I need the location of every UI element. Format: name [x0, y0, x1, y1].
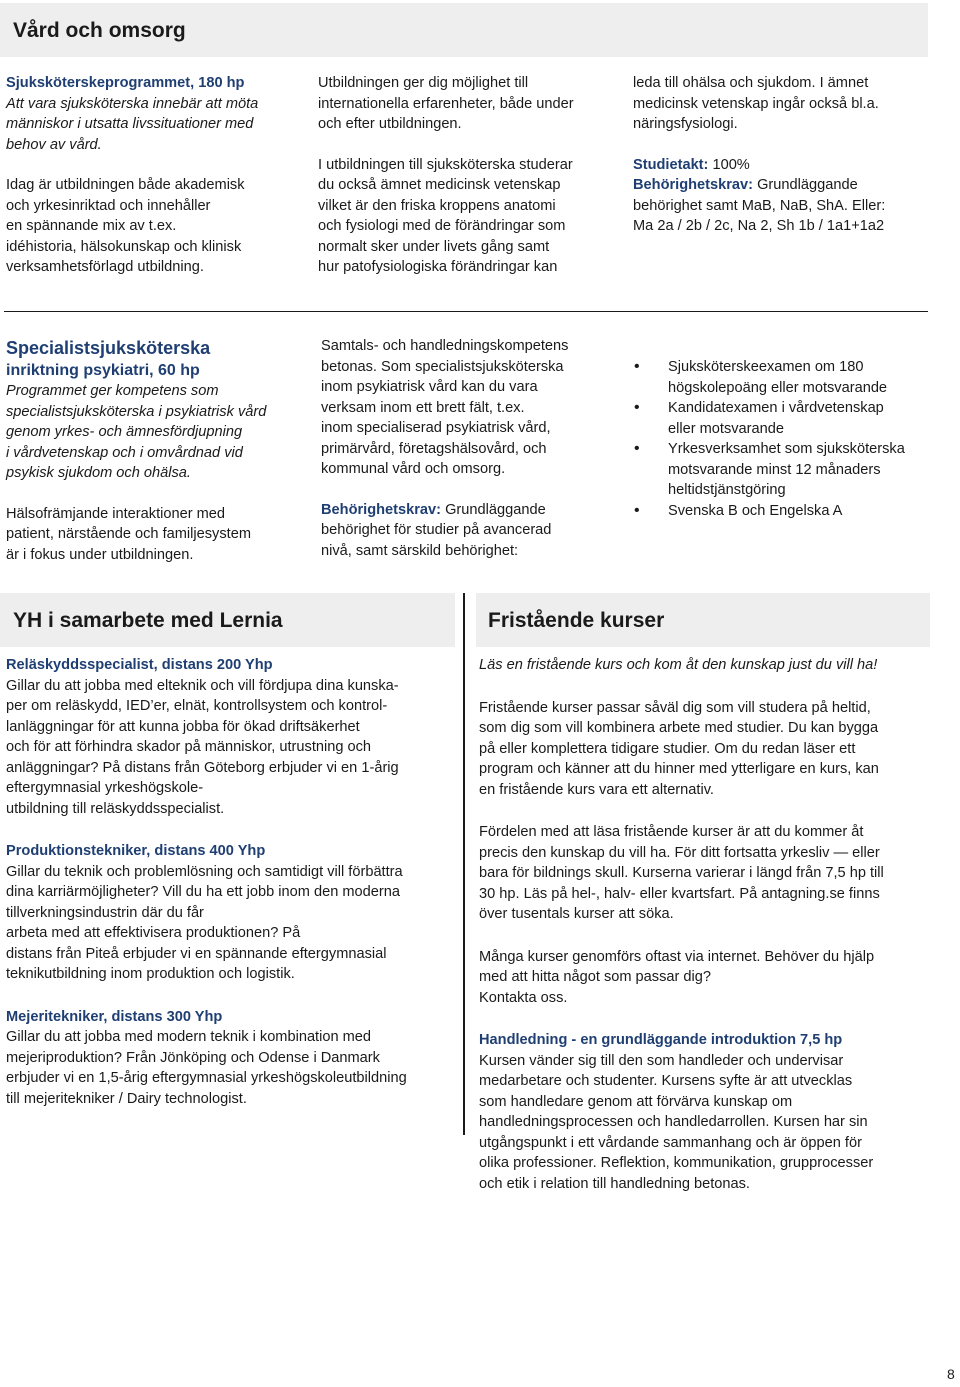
intro-line: människor i utsatta livssituationer med	[6, 116, 254, 132]
fristaende-content	[479, 655, 939, 1194]
list-item-line: heltidstjänstgöring	[668, 482, 786, 498]
page-number: 8	[947, 1366, 955, 1382]
list-item-line: motsvarande minst 12 månaders	[668, 461, 881, 478]
body-line: Utbildningen ger dig möjlighet till	[318, 75, 529, 91]
course-heading: Produktionstekniker, distans 400 Yhp	[6, 843, 266, 859]
specialist-column-1	[6, 336, 306, 565]
body-line: nivå, samt särskild behörighet:	[321, 542, 519, 559]
course-heading: Handledning - en grundläggande introduktion 7,5 hp	[479, 1032, 843, 1048]
body-line: Idag är utbildningen både akademisk	[6, 177, 245, 193]
intro-line: genom yrkes- och ämnesfördjupning	[6, 424, 243, 440]
body-line: och för att förhindra skador på människor, utrustning och	[6, 739, 372, 755]
body-line: teknikutbildning inom produktion och logistik.	[6, 966, 295, 982]
body-line: med att hitta något som passar dig?	[479, 969, 712, 985]
column-divider	[463, 593, 465, 1135]
list-item	[632, 501, 932, 522]
studietakt-value: 100%	[708, 156, 750, 173]
behorighet-value: Grundläggande	[441, 501, 546, 518]
divider-line	[4, 311, 928, 312]
behorighet-label: Behörighetskrav:	[321, 501, 442, 518]
body-line: medarbetare och studenter. Kursens syfte är att utvecklas	[479, 1073, 853, 1089]
body-line: på eller komplettera tidigare studier. Om du redan läser ett	[479, 740, 856, 757]
intro-line: Programmet ger kompetens som	[6, 383, 219, 399]
intro-line: behov av vård.	[6, 136, 102, 153]
body-line: idéhistoria, hälsokunskap och klinisk	[6, 238, 242, 255]
body-line: näringsfysiologi.	[633, 116, 738, 132]
body-line: utbildning till reläskyddsspecialist.	[6, 800, 225, 817]
body-line: I utbildningen till sjuksköterska studerar	[318, 156, 573, 173]
body-line: till mejeritekniker / Dairy technologist.	[6, 1090, 247, 1107]
body-line: över tusentals kurser att söka.	[479, 906, 674, 922]
body-line: dina karriärmöjligheter? Vill du ha ett jobb inom den moderna	[6, 884, 400, 900]
body-line: anläggningar? På distans från Göteborg erbjuder vi en 1-årig	[6, 759, 399, 776]
body-line: mejeriproduktion? Från Jönköping och Odense i Danmark	[6, 1049, 380, 1066]
studietakt-line	[633, 155, 933, 176]
list-item	[632, 357, 932, 398]
body-line: Samtals- och handledningskompetens	[321, 338, 569, 354]
body-line: eftergymnasial yrkeshögskole-	[6, 780, 204, 796]
body-line: en fristående kurs vara ett alternativ.	[479, 781, 714, 798]
body-line: som dig som vill kombinera arbete med studier. Du kan bygga	[479, 720, 879, 736]
body-line: bara för bildnings skull. Kurserna varierar i längd från 7,5 hp till	[479, 865, 884, 881]
body-line: Hälsofrämjande interaktioner med	[6, 505, 226, 522]
behorighet-value: Grundläggande	[753, 177, 858, 193]
behorighet-label: Behörighetskrav:	[633, 177, 754, 193]
intro-line: Läs en fristående kurs och kom åt den kunskap just du vill ha!	[479, 657, 878, 673]
list-item-line: eller motsvarande	[668, 420, 784, 437]
body-line: behörighet för studier på avancerad	[321, 522, 552, 538]
section-title: Vård och omsorg	[13, 19, 186, 42]
body-line: som handledare genom att förvärva kunskap om	[479, 1093, 793, 1110]
intro-line: specialistsjuksköterska i psykiatrisk vård	[6, 403, 267, 420]
body-line: tillverkningsindustrin där du får	[6, 904, 204, 921]
behorighet-line	[633, 175, 933, 196]
body-line: verksamhetsförlagd utbildning.	[6, 259, 204, 275]
body-line: lanläggningar för att kunna jobba för ökad driftsäkerhet	[6, 718, 360, 735]
list-item	[632, 398, 932, 439]
vard-column-3	[633, 73, 933, 237]
body-line: primärvård, företagshälsovård, och	[321, 440, 547, 457]
yh-courses	[6, 655, 458, 1109]
vard-column-1	[6, 73, 301, 278]
list-item-line: • Svenska B och Engelska A	[668, 502, 843, 519]
studietakt-label: Studietakt:	[633, 156, 709, 173]
intro-line: psykisk sjukdom och ohälsa.	[6, 465, 191, 481]
body-line: normalt sker under livets gång samt	[318, 238, 550, 255]
behorighet-line	[321, 500, 621, 521]
body-line: olika professioner. Reflektion, kommunikation, grupprocesser	[479, 1155, 874, 1171]
course-heading: Mejeritekniker, distans 300 Yhp	[6, 1008, 223, 1025]
program-heading: Sjuksköterskeprogrammet, 180 hp	[6, 75, 245, 91]
body-line: per om reläskydd, IED’er, elnät, kontrollsystem och kontrol-	[6, 698, 388, 714]
body-line: precis den kunskap du vill ha. För ditt fortsatta yrkesliv — eller	[479, 844, 880, 861]
body-line: leda till ohälsa och sjukdom. I ämnet	[633, 75, 869, 91]
body-line: erbjuder vi en 1,5-årig eftergymnasial yrkeshögskoleutbildning	[6, 1070, 407, 1086]
list-item	[632, 439, 932, 501]
body-line: du också ämnet medicinsk vetenskap	[318, 177, 561, 193]
body-line: betonas. Som specialistsjuksköterska	[321, 358, 564, 375]
body-line: Ma 2a / 2b / 2c, Na 2, Sh 1b / 1a1+1a2	[633, 218, 885, 234]
body-line: inom psykiatrisk vård kan du vara	[321, 379, 538, 395]
requirements-list	[632, 357, 932, 521]
body-line: utgångspunkt i ett vårdande sammanhang och är öppen för	[479, 1134, 862, 1151]
fristaende-title: Fristående kurser	[488, 609, 665, 632]
body-line: Gillar du teknik och problemlösning och samtidigt vill förbättra	[6, 863, 403, 880]
program-heading: Specialistsjuksköterska	[6, 338, 211, 358]
body-line: Kursen vänder sig till den som handleder och undervisar	[479, 1052, 844, 1069]
body-line: internationella erfarenheter, både under	[318, 95, 574, 112]
list-item-line: • Yrkesverksamhet som sjuksköterska	[668, 441, 905, 457]
body-line: patient, närstående och familjesystem	[6, 526, 251, 542]
body-line: är i fokus under utbildningen.	[6, 546, 194, 563]
requirements-list-wrap	[632, 357, 932, 521]
body-line: handledningsprocessen och handledarrollen. Kursen har sin	[479, 1114, 868, 1130]
body-line: behörighet samt MaB, NaB, ShA. Eller:	[633, 197, 886, 214]
body-line: Många kurser genomförs oftast via internet. Behöver du hjälp	[479, 948, 875, 965]
body-line: Gillar du att jobba med modern teknik i kombination med	[6, 1029, 372, 1045]
body-line: medicinsk vetenskap ingår också bl.a.	[633, 95, 879, 112]
body-line: verksam inom ett brett fält, t.ex.	[321, 399, 525, 416]
body-line: 30 hp. Läs på hel-, halv- eller kvartsfart. På antagning.se finns	[479, 885, 880, 902]
intro-line: i vårdvetenskap och i omvårdnad vid	[6, 444, 243, 461]
body-line: Fristående kurser passar såväl dig som vill studera på heltid,	[479, 699, 871, 716]
yh-title: YH i samarbete med Lernia	[13, 609, 283, 632]
body-line: kommunal vård och omsorg.	[321, 461, 506, 477]
body-line: och efter utbildningen.	[318, 116, 462, 132]
body-line: distans från Piteå erbjuder vi en spännande eftergymnasial	[6, 945, 387, 962]
body-line: en spännande mix av t.ex.	[6, 218, 177, 234]
vard-column-2	[318, 73, 623, 278]
body-line: vilket är den friska kroppens anatomi	[318, 197, 556, 214]
intro-line: Att vara sjuksköterska innebär att möta	[6, 95, 259, 112]
list-item-line: högskolepoäng eller motsvarande	[668, 379, 888, 396]
specialist-column-2	[321, 336, 621, 561]
list-item-line: • Kandidatexamen i vårdvetenskap	[668, 400, 884, 416]
body-line: och etik i relation till handledning betonas.	[479, 1175, 750, 1192]
body-line: Gillar du att jobba med elteknik och vill fördjupa dina kunska-	[6, 677, 399, 694]
body-line: Kontakta oss.	[479, 989, 568, 1006]
body-line: och fysiologi med de förändringar som	[318, 218, 566, 234]
body-line: Fördelen med att läsa fristående kurser är att du kommer åt	[479, 824, 864, 840]
course-heading: Reläskyddsspecialist, distans 200 Yhp	[6, 657, 273, 673]
body-line: arbeta med att effektivisera produktionen? På	[6, 925, 301, 941]
body-line: och yrkesinriktad och innehåller	[6, 197, 211, 214]
list-item-line: • Sjuksköterskeexamen om 180	[668, 359, 864, 375]
body-line: inom specialiserad psykiatrisk vård,	[321, 420, 551, 436]
body-line: program och känner att du hinner med ytterligare en kurs, kan	[479, 761, 879, 777]
program-subheading: inriktning psykiatri, 60 hp	[6, 362, 200, 379]
body-line: hur patofysiologiska förändringar kan	[318, 259, 558, 275]
